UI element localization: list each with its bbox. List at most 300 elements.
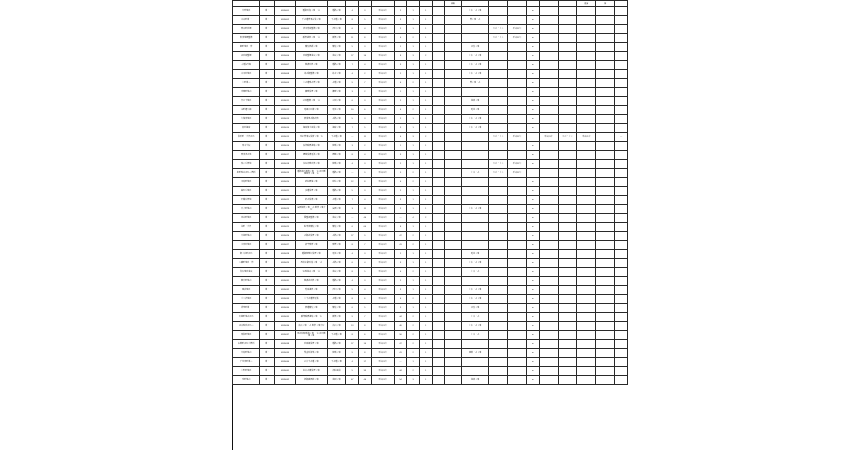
cell-note: 土木一式	[461, 331, 488, 340]
cell-ref	[445, 88, 462, 97]
cell-id: 0189027	[275, 241, 296, 250]
cell-e4	[596, 313, 615, 322]
table-row[interactable]	[233, 241, 628, 250]
cell-e2	[558, 358, 577, 367]
cell-e3	[577, 268, 596, 277]
cell-code: 第一	[260, 340, 275, 349]
cell-desc: 水路蓋設置工事	[296, 232, 328, 241]
cell-type: 建築工事	[327, 160, 346, 169]
cell-q2: 4	[359, 25, 372, 34]
cell-mark: ●	[527, 358, 540, 367]
cell-n1: 3	[394, 61, 407, 70]
cell-mark: ●	[527, 196, 540, 205]
cell-n3: 2	[419, 52, 432, 61]
cell-id: 0189009	[275, 79, 296, 88]
cell-ref	[445, 124, 462, 133]
cell-e4	[596, 196, 615, 205]
table-row[interactable]	[233, 340, 628, 349]
table-row[interactable]	[233, 25, 628, 34]
cell-note: 土木一式工事	[461, 259, 488, 268]
cell-q1: 9	[346, 349, 359, 358]
cell-q1: 4	[346, 250, 359, 259]
cell-note	[461, 196, 488, 205]
cell-e1	[539, 268, 558, 277]
table-row[interactable]	[233, 16, 628, 25]
cell-q2: 9	[359, 169, 372, 178]
cell-name: 久保田地区	[233, 115, 260, 124]
cell-mark: ●	[527, 106, 540, 115]
cell-n4	[432, 286, 445, 295]
table-row[interactable]	[233, 259, 628, 268]
table-row[interactable]	[233, 160, 628, 169]
cell-type: 海岸工事	[327, 124, 346, 133]
cell-n1: 4	[394, 178, 407, 187]
cell-v2	[508, 151, 527, 160]
table-row[interactable]	[233, 349, 628, 358]
table-row[interactable]	[233, 43, 628, 52]
cell-q2: 17	[359, 358, 372, 367]
cell-e1	[539, 250, 558, 259]
cell-n1: 3	[394, 304, 407, 313]
cell-v2	[508, 304, 527, 313]
table-row[interactable]	[233, 331, 628, 340]
cell-q2: 64	[359, 223, 372, 232]
cell-v2	[508, 259, 527, 268]
cell-date: 平成21年	[371, 124, 394, 133]
cell-mark: ●	[527, 160, 540, 169]
cell-n2: 1	[407, 358, 420, 367]
cell-ref	[445, 61, 462, 70]
cell-e5	[615, 268, 628, 277]
cell-e1	[539, 151, 558, 160]
cell-id: 0189012	[275, 106, 296, 115]
table-row[interactable]	[233, 115, 628, 124]
cell-e1	[539, 124, 558, 133]
cell-name: 市道3号線	[233, 61, 260, 70]
cell-ref	[445, 322, 462, 331]
cell-e3	[577, 52, 596, 61]
table-row[interactable]	[233, 223, 628, 232]
cell-n1: 2	[394, 70, 407, 79]
cell-e3	[577, 358, 596, 367]
cell-mark: ●	[527, 367, 540, 376]
cell-code: 第一	[260, 16, 275, 25]
cell-n1: 47	[394, 340, 407, 349]
cell-e5	[615, 295, 628, 304]
cell-v2	[508, 214, 527, 223]
cell-q1: —	[346, 133, 359, 142]
cell-e3: 平成21年	[577, 133, 596, 142]
cell-e5	[615, 277, 628, 286]
cell-v2	[508, 241, 527, 250]
cell-e4	[596, 124, 615, 133]
cell-desc: 電線共同溝工事	[296, 106, 328, 115]
cell-n1: 2	[394, 43, 407, 52]
table-sheet	[232, 0, 628, 385]
cell-desc: 消雪配管工事	[296, 241, 328, 250]
cell-n1: 2	[394, 187, 407, 196]
table-row[interactable]	[233, 70, 628, 79]
table-row[interactable]	[233, 88, 628, 97]
table-row[interactable]	[233, 322, 628, 331]
cell-e1	[539, 79, 558, 88]
cell-n4	[432, 214, 445, 223]
cell-v2	[508, 268, 527, 277]
cell-e1	[539, 367, 558, 376]
cell-e3	[577, 313, 596, 322]
cell-desc: 上下水道管更新	[296, 295, 328, 304]
cell-q1: 6	[346, 223, 359, 232]
cell-e2	[558, 178, 577, 187]
cell-code: 第一	[260, 61, 275, 70]
table-row[interactable]	[233, 142, 628, 151]
table-row[interactable]	[233, 250, 628, 259]
cell-id: 0189041	[275, 367, 296, 376]
cell-v1	[489, 277, 508, 286]
cell-q2: 11	[359, 133, 372, 142]
cell-v1	[489, 304, 508, 313]
cell-n1: 4	[394, 268, 407, 277]
cell-id: 0189042	[275, 376, 296, 385]
table-row[interactable]	[233, 295, 628, 304]
cell-e4	[596, 178, 615, 187]
table-row[interactable]	[233, 232, 628, 241]
cell-desc: 護岸補修工事	[296, 286, 328, 295]
table-row[interactable]	[233, 313, 628, 322]
table-row[interactable]	[233, 106, 628, 115]
cell-e1	[539, 331, 558, 340]
cell-mark: ●	[527, 304, 540, 313]
cell-n3: 1	[419, 187, 432, 196]
cell-note: 土木一式工事	[461, 115, 488, 124]
cell-e5	[615, 304, 628, 313]
table-row[interactable]	[233, 79, 628, 88]
cell-name: 平岡町地内	[233, 88, 260, 97]
cell-e2	[558, 322, 577, 331]
column-header-e3: 区分	[577, 1, 596, 7]
cell-e3	[577, 34, 596, 43]
cell-e1	[539, 349, 558, 358]
cell-type: 下水道工事	[327, 133, 346, 142]
cell-desc: 農道舗装工事	[296, 304, 328, 313]
cell-e3	[577, 178, 596, 187]
table-row[interactable]	[233, 376, 628, 385]
cell-id: 0189019	[275, 169, 296, 178]
cell-e5	[615, 331, 628, 340]
cell-n1: 4	[394, 34, 407, 43]
cell-e2	[558, 223, 577, 232]
table-row[interactable]	[233, 169, 628, 178]
cell-code: 第一	[260, 286, 275, 295]
cell-n2: 2	[407, 232, 420, 241]
cell-e4	[596, 7, 615, 16]
cell-name: 中央町第一	[233, 16, 260, 25]
cell-n3: 1	[419, 376, 432, 385]
cell-e4	[596, 340, 615, 349]
cell-id: 0189036	[275, 322, 296, 331]
cell-n3: 1	[419, 7, 432, 16]
table-row[interactable]	[233, 97, 628, 106]
cell-e1	[539, 259, 558, 268]
cell-e4	[596, 133, 615, 142]
cell-n1: 2	[394, 160, 407, 169]
table-row[interactable]	[233, 196, 628, 205]
cell-e3	[577, 241, 596, 250]
cell-n2: 1	[407, 70, 420, 79]
cell-e4	[596, 214, 615, 223]
cell-e3	[577, 142, 596, 151]
cell-n2: 2	[407, 313, 420, 322]
cell-type: 水道工事	[327, 196, 346, 205]
cell-v2	[508, 88, 527, 97]
cell-n1: 54	[394, 376, 407, 385]
table-row[interactable]	[233, 52, 628, 61]
cell-code: 第一	[260, 97, 275, 106]
cell-name: 小田原地区	[233, 241, 260, 250]
cell-e1	[539, 376, 558, 385]
cell-v1	[489, 7, 508, 16]
cell-e5	[615, 52, 628, 61]
cell-desc: 街路樹植栽工事	[296, 376, 328, 385]
cell-e4	[596, 52, 615, 61]
cell-e3	[577, 232, 596, 241]
cell-e5	[615, 376, 628, 385]
cell-v1	[489, 259, 508, 268]
cell-n4	[432, 97, 445, 106]
cell-ref	[445, 349, 462, 358]
cell-n3: 1	[419, 367, 432, 376]
cell-desc: 排水路整備工事	[296, 70, 328, 79]
cell-n3: 1	[419, 295, 432, 304]
cell-n1: 3	[394, 151, 407, 160]
cell-n3: 1	[419, 61, 432, 70]
cell-n3: 1	[419, 16, 432, 25]
table-row[interactable]	[233, 124, 628, 133]
cell-v1	[489, 16, 508, 25]
cell-note: 土木一式	[461, 313, 488, 322]
cell-ref	[445, 79, 462, 88]
cell-v1	[489, 358, 508, 367]
cell-n3: 1	[419, 115, 432, 124]
cell-n4	[432, 88, 445, 97]
cell-e2	[558, 160, 577, 169]
cell-name: 寺内町地区	[233, 214, 260, 223]
cell-n3: 1	[419, 286, 432, 295]
cell-e1	[539, 304, 558, 313]
cell-name: 朝日町地内	[233, 277, 260, 286]
cell-n4	[432, 268, 445, 277]
cell-e1	[539, 223, 558, 232]
table-row[interactable]	[233, 187, 628, 196]
cell-code: 第一	[260, 79, 275, 88]
cell-name: 三ツ沢地区	[233, 295, 260, 304]
cell-n2: 4	[407, 214, 420, 223]
cell-mark	[527, 169, 540, 178]
cell-id: 0189037	[275, 331, 296, 340]
cell-n3: 1	[419, 142, 432, 151]
cell-n1: 41	[394, 349, 407, 358]
cell-n2: 2	[407, 322, 420, 331]
cell-n4	[432, 178, 445, 187]
cell-note	[461, 241, 488, 250]
table-row[interactable]	[233, 151, 628, 160]
data-table	[232, 0, 628, 385]
cell-n1: —	[394, 214, 407, 223]
table-row[interactable]	[233, 358, 628, 367]
cell-v1	[489, 340, 508, 349]
cell-q2: 3	[359, 160, 372, 169]
cell-n2: 2	[407, 367, 420, 376]
cell-mark: ●	[527, 34, 540, 43]
cell-q1: 5	[346, 43, 359, 52]
cell-type: 道路工事	[327, 187, 346, 196]
cell-e5	[615, 286, 628, 295]
cell-n4	[432, 79, 445, 88]
cell-name: 大野地区	[233, 7, 260, 16]
table-row[interactable]	[233, 61, 628, 70]
cell-q1: 4	[346, 160, 359, 169]
cell-q2: 9	[359, 232, 372, 241]
cell-q1: 6	[346, 304, 359, 313]
cell-ref	[445, 277, 462, 286]
cell-mark: ●	[527, 79, 540, 88]
cell-id: 0189006	[275, 52, 296, 61]
cell-q1: —	[346, 214, 359, 223]
cell-e2	[558, 151, 577, 160]
cell-code: 第一	[260, 160, 275, 169]
cell-id: 0189017	[275, 151, 296, 160]
cell-id: 0189039	[275, 349, 296, 358]
cell-v1	[489, 322, 508, 331]
cell-ref	[445, 214, 462, 223]
cell-mark: ●	[527, 142, 540, 151]
table-row[interactable]	[233, 214, 628, 223]
cell-id: 0189026	[275, 232, 296, 241]
cell-n4	[432, 196, 445, 205]
cell-e4	[596, 160, 615, 169]
table-row[interactable]	[233, 178, 628, 187]
cell-code: 第一	[260, 7, 275, 16]
table-row[interactable]	[233, 286, 628, 295]
cell-v1	[489, 43, 508, 52]
cell-date: 平成21年	[371, 250, 394, 259]
cell-n3: 1	[419, 43, 432, 52]
cell-v2	[508, 331, 527, 340]
cell-q2: 3	[359, 7, 372, 16]
cell-e1	[539, 340, 558, 349]
cell-q2: 33	[359, 367, 372, 376]
cell-n4	[432, 223, 445, 232]
cell-desc: 道路維持補修工事 一式 ほか関連附帯工事一式	[296, 169, 328, 178]
cell-e2	[558, 367, 577, 376]
cell-name: 本郷町ほか三箇所	[233, 340, 260, 349]
cell-e5	[615, 7, 628, 16]
cell-n3: 1	[419, 79, 432, 88]
cell-n2: 2	[407, 34, 420, 43]
cell-n3: 1	[419, 196, 432, 205]
cell-n4	[432, 322, 445, 331]
cell-n3: 1	[419, 268, 432, 277]
cell-mark: ●	[527, 259, 540, 268]
cell-e3	[577, 160, 596, 169]
cell-date: 平成21年	[371, 196, 394, 205]
cell-mark: ●	[527, 97, 540, 106]
cell-n4	[432, 205, 445, 214]
cell-code: 第一	[260, 358, 275, 367]
cell-type: 下水道工事	[327, 16, 346, 25]
cell-mark: ●	[527, 331, 540, 340]
cell-e3	[577, 250, 596, 259]
cell-q2: 8	[359, 322, 372, 331]
cell-date: 平成21年	[371, 205, 394, 214]
table-row[interactable]	[233, 304, 628, 313]
cell-code: 第一	[260, 169, 275, 178]
cell-e1	[539, 241, 558, 250]
table-row[interactable]	[233, 277, 628, 286]
cell-n2: 1	[407, 97, 420, 106]
cell-ref	[445, 7, 462, 16]
cell-e3	[577, 79, 596, 88]
cell-e2	[558, 268, 577, 277]
cell-v2	[508, 322, 527, 331]
cell-q1: 6	[346, 97, 359, 106]
cell-code: 第一	[260, 268, 275, 277]
cell-n1: 4	[394, 79, 407, 88]
cell-id: 0189025	[275, 223, 296, 232]
column-header-ref: 合計	[445, 1, 462, 7]
cell-note: 土木一式工事	[461, 124, 488, 133]
cell-e3	[577, 196, 596, 205]
cell-e4	[596, 250, 615, 259]
cell-date: 平成21年	[371, 79, 394, 88]
cell-desc: 調整池整備工事	[296, 214, 328, 223]
cell-desc: 駐車場舗装工事	[296, 223, 328, 232]
cell-type: 砂防工事	[327, 178, 346, 187]
cell-note: 土木一式工事	[461, 295, 488, 304]
cell-desc: 農業用水路改修	[296, 115, 328, 124]
table-row[interactable]	[233, 7, 628, 16]
cell-name: 大島町地内	[233, 349, 260, 358]
cell-name: 本町通り線	[233, 106, 260, 115]
cell-e1	[539, 160, 558, 169]
cell-note	[461, 88, 488, 97]
cell-v2	[508, 61, 527, 70]
cell-n3: 1	[419, 97, 432, 106]
cell-e3	[577, 349, 596, 358]
cell-n2: 2	[407, 79, 420, 88]
cell-code: 第一	[260, 295, 275, 304]
table-row[interactable]	[233, 268, 628, 277]
cell-q2: 3	[359, 277, 372, 286]
table-row[interactable]	[233, 367, 628, 376]
cell-q1: 8	[346, 151, 359, 160]
cell-name: 北山地区ほか二	[233, 322, 260, 331]
cell-n4	[432, 16, 445, 25]
cell-code: 第一	[260, 70, 275, 79]
cell-ref	[445, 142, 462, 151]
table-row[interactable]	[233, 205, 628, 214]
cell-e5	[615, 250, 628, 259]
cell-n3: 1	[419, 322, 432, 331]
cell-e2	[558, 70, 577, 79]
table-row[interactable]	[233, 133, 628, 142]
cell-note	[461, 178, 488, 187]
cell-n2: 1	[407, 151, 420, 160]
cell-e3	[577, 331, 596, 340]
cell-ref	[445, 97, 462, 106]
cell-q2: 2	[359, 88, 372, 97]
table-row[interactable]	[233, 34, 628, 43]
